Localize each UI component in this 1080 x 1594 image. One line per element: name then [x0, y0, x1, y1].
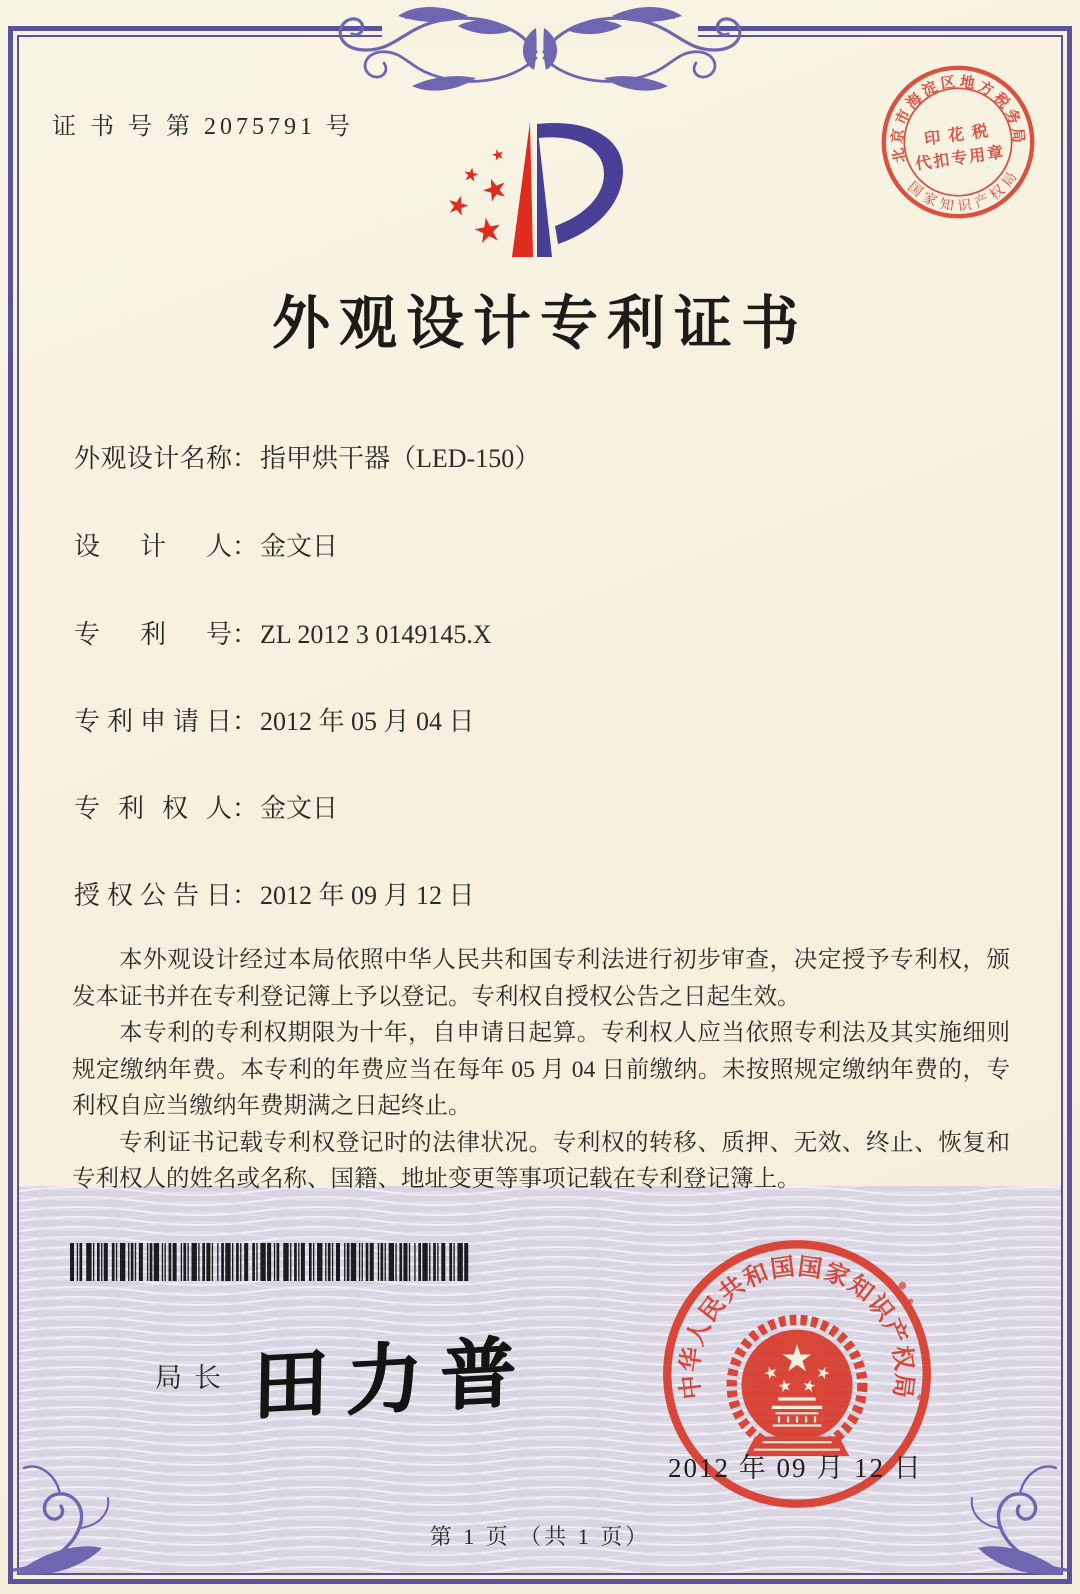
- signature-handwriting: 田力普: [251, 1330, 535, 1430]
- barcode-icon: [70, 1243, 470, 1281]
- field-label: 授权公告日: [74, 881, 232, 910]
- paragraph: 专利证书记载专利权登记时的法律状况。专利权的转移、质押、无效、终止、恢复和专利权人的姓名或名称、国籍、地址变更等事项记载在专利登记簿上。: [72, 1129, 1010, 1192]
- field-filing-date: [74, 701, 475, 738]
- national-emblem-icon: [732, 1320, 863, 1456]
- seal-ring-text: 中华人民共和国国家知识产权局: [676, 1253, 918, 1401]
- tax-stamp-line1: 印 花 税: [923, 122, 992, 149]
- certificate-number: 证 书 号 第 2075791 号: [52, 114, 354, 140]
- field-value: 指甲烘干器（LED-150）: [260, 444, 541, 473]
- field-patent-number: [74, 614, 492, 651]
- colon: ：: [232, 532, 259, 561]
- colon: ：: [232, 881, 259, 910]
- colon: ：: [232, 794, 259, 823]
- border-ornament-top-icon: [310, 4, 770, 100]
- border-ornament-corner-icon: [938, 1452, 1070, 1578]
- field-value: 金文日: [260, 532, 339, 561]
- field-patentee: [74, 788, 338, 825]
- tax-stamp-top-arc: 北京市海淀区地方税务局: [889, 73, 1027, 165]
- legal-text-block: [72, 942, 1010, 1198]
- cnipa-logo-icon: [438, 94, 638, 266]
- border-ornament-corner-icon: [10, 1452, 142, 1578]
- field-label: 专利权人: [74, 794, 232, 823]
- director-title: 局长: [155, 1363, 233, 1393]
- paragraph: 本外观设计经过本局依照中华人民共和国专利法进行初步审查，决定授予专利权，颁发本证书并在专利登记簿上予以登记。专利权自授权公告之日起生效。: [72, 947, 1010, 1010]
- field-label: 专利申请日: [74, 707, 232, 736]
- tax-stamp-line2: 代扣专用章: [914, 144, 1007, 174]
- field-label: 设计人: [74, 532, 232, 561]
- paragraph: 本专利的专利权期限为十年，自申请日起算。专利权人应当依照专利法及其实施细则规定缴纳年费。本专利的年费应当在每年 05 月 04 日前缴纳。未按照规定缴纳年费的，专利权自应当缴纳年费期满之日起终止。: [72, 1020, 1010, 1119]
- field-grant-date: [74, 875, 475, 912]
- colon: ：: [232, 707, 259, 736]
- field-value: 2012 年 09 月 12 日: [260, 881, 475, 910]
- colon: ：: [232, 620, 259, 649]
- field-label: 外观设计名称: [74, 444, 232, 473]
- page-footer: 第 1 页 （共 1 页）: [429, 1524, 651, 1549]
- field-label: 专利号: [74, 620, 232, 649]
- field-design-name: [74, 438, 540, 475]
- field-value: 金文日: [260, 794, 339, 823]
- seal-date: 2012 年 09 月 12 日: [668, 1453, 923, 1483]
- tax-stamp-icon: [875, 59, 1041, 225]
- certificate-title: 外观设计专利证书: [271, 291, 808, 356]
- tax-stamp-bottom-arc: 国家知识产权局: [904, 165, 1024, 215]
- field-value: 2012 年 05 月 04 日: [260, 707, 475, 736]
- svg-text:北京市海淀区地方税务局: [880, 64, 1029, 164]
- field-value: ZL 2012 3 0149145.X: [260, 620, 492, 649]
- colon: ：: [232, 444, 259, 473]
- field-designer: [74, 526, 338, 563]
